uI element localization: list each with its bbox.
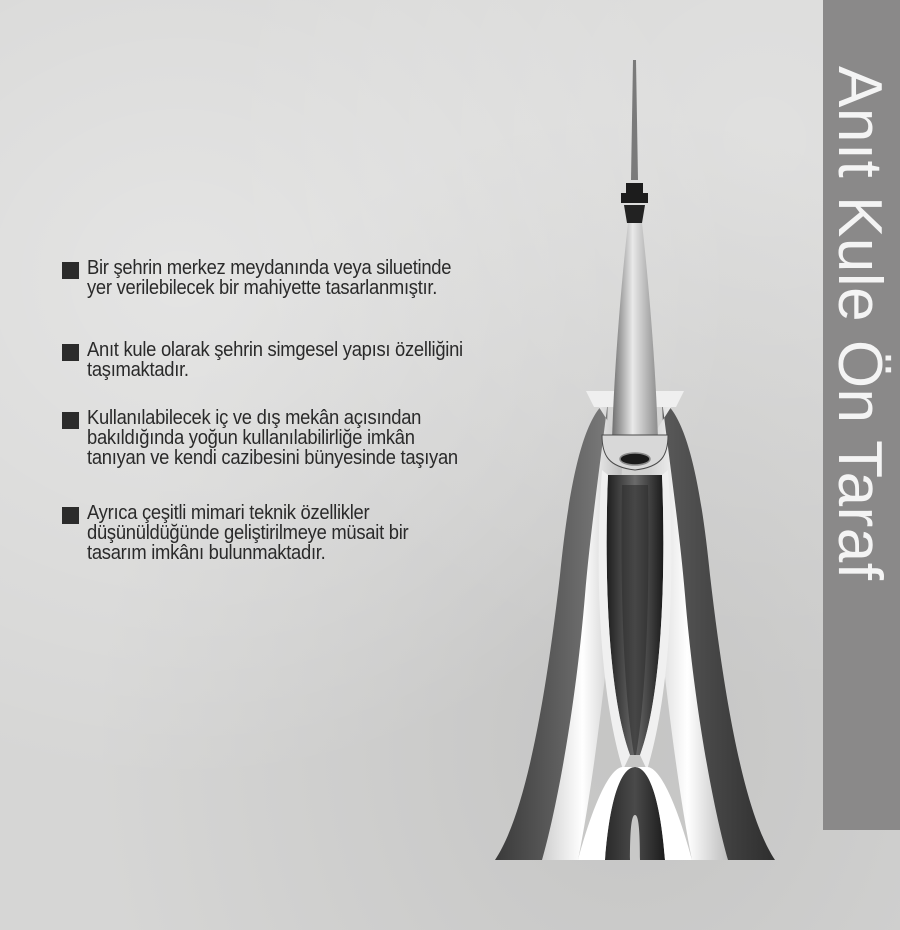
bullet-text: Kullanılabilecek iç ve dış mekân açısından bakıldığında yoğun kullanılabilirliğe imkân tanıyan ve kendi cazibesini bünyesinde taşıyan <box>87 407 458 469</box>
bullet-item <box>62 503 436 563</box>
square-bullet-icon <box>62 344 79 361</box>
needle <box>631 60 638 180</box>
square-bullet-icon <box>62 412 79 429</box>
bullet-text: Ayrıca çeşitli mimari teknik özellikler düşünüldüğünde geliştirilmeye müsait bir tasarım imkânı bulunmaktadır. <box>87 502 409 564</box>
spire-cap <box>626 183 643 193</box>
bullet-item <box>62 258 483 298</box>
bullet-item <box>62 340 496 380</box>
bullet-text: Anıt kule olarak şehrin simgesel yapısı özelliğini taşımaktadır. <box>87 339 463 381</box>
monument-tower-illustration <box>490 55 780 865</box>
square-bullet-icon <box>62 507 79 524</box>
page-title: Anıt Kule Ön Taraf <box>824 66 894 581</box>
bullet-text: Bir şehrin merkez meydanında veya siluetinde yer verilebilecek bir mahiyette tasarlanmıştır. <box>87 257 452 299</box>
side-title <box>823 0 900 830</box>
bullet-item <box>62 408 490 468</box>
spire-body <box>612 223 658 440</box>
square-bullet-icon <box>62 262 79 279</box>
